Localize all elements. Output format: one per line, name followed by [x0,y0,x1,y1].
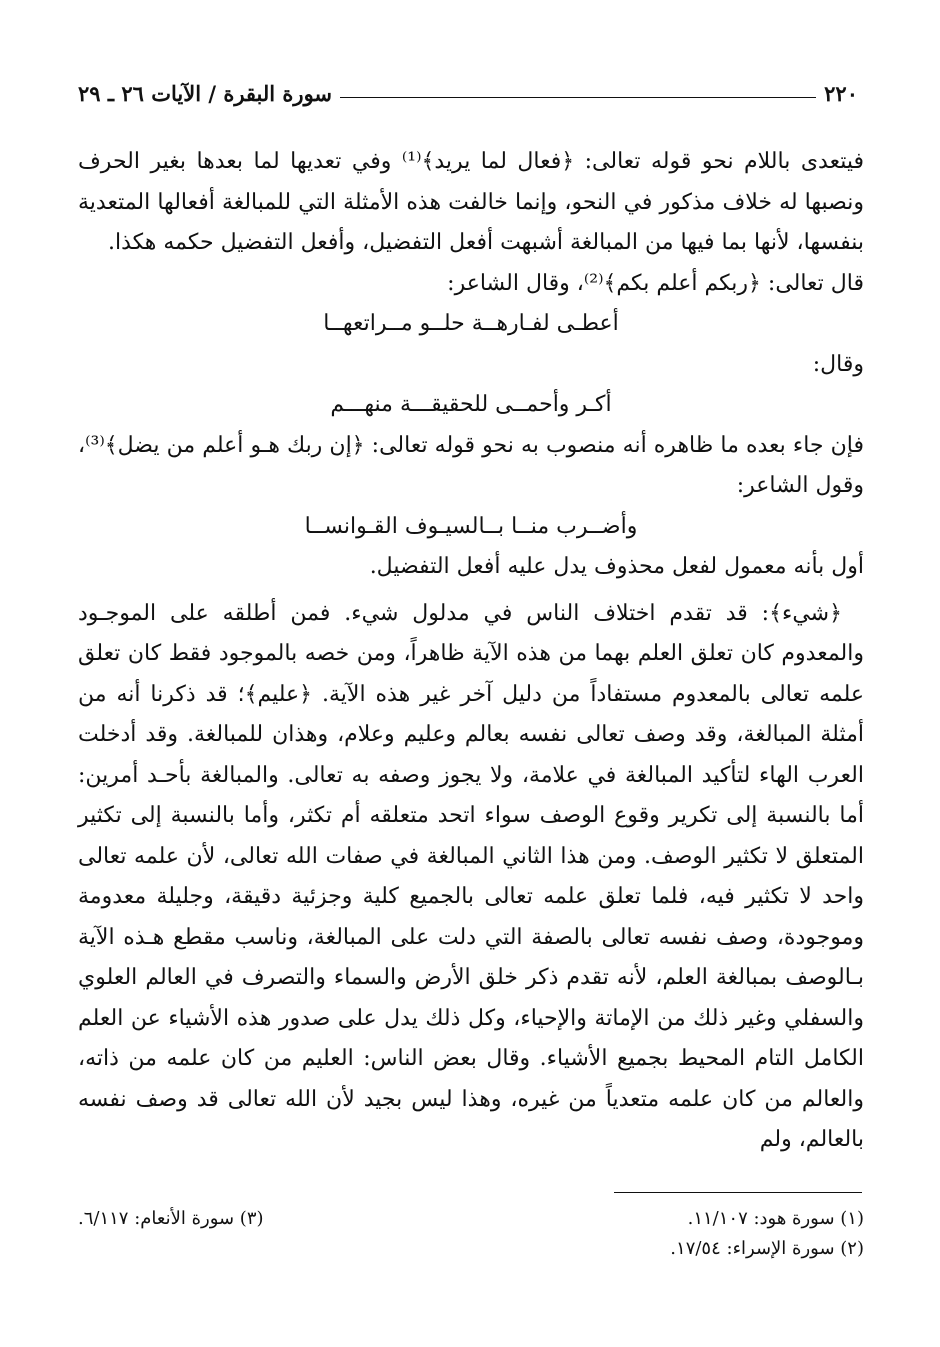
paragraph: ﴿شيء﴾: قد تقدم اختلاف الناس في مدلول شيء. فمن أطلقه على الموجـود والمعدوم كان تعلق العلم بهما من هذه الآية ظاهراً، ومن خصه بالموجود فقط كان تعلق علمه تعالى بالمعدوم مستفاداً من دليل آخر غير هذه الآية. ﴿عليم﴾؛ قد ذكرنا أنه من أمثلة المبالغة، وقد وصف تعالى نفسه بعالم وعليم وعلام، وهذان للمبالغة. وقد أدخلت العرب الهاء لتأكيد المبالغة في علامة، ولا يجوز وصفه به تعالى. والمبالغة بأحـد أمرين: أما بالنسبة إلى تكرير وقوع الوصف سواء اتحد متعلقه أم تكثر، وأما بالنسبة إلى تكثير المتعلق لا تكثير الوصف. ومن هذا الثاني المبالغة في صفات الله تعالى، لأن علمه تعالى واحد لا تكثير فيه، فلما تعلق علمه تعالى بالجميع كلية وجزئية دقيقة، وجليلة معدومة وموجودة، وصف نفسه تعالى بالصفة التي دلت على المبالغة، وناسب مقطع هـذه الآية بـالوصف بمبالغة العلم، لأنه تقدم ذكر خلق الأرض والسماء والتصرف في العالم العلوي والسفلي وغير ذلك من الإماتة والإحياء، وكل ذلك يدل على صدور هذه الأشياء عن العلم الكامل التام المحيط بجميع الأشياء. وقال بعض الناس: العليم من كان علمه من ذاته، والعالم من كان علمه متعدياً من غيره، وهذا ليس بجيد لأن الله تعالى قد وصف نفسه بالعالم، ولم [78,600,864,1152]
footnotes [78,1204,864,1264]
running-header [78,72,858,106]
main-text [78,142,864,1161]
footnote-row [78,1204,864,1234]
paragraph: فيتعدى باللام نحو قوله تعالى: ﴿فعال لما يريد﴾⁽¹⁾ وفي تعديها لما بعدها بغير الحرف ونصبها له خلاف مذكور في النحو، وإنما خالفت هذه الأمثلة التي للمبالغة أفعالها المتعدية بنفسها، لأنها بما فيها من المبالغة أشبهت أفعل التفضيل، وأفعل التفضيل حكمه هكذا. [78,149,864,255]
page-number: ٢٢٠ [824,81,858,106]
paragraph: أول بأنه معمول لفعل محذوف يدل عليه أفعل التفضيل. [369,554,864,579]
footnote-2: (٢) سورة الإسراء: ١٧/٥٤. [670,1238,864,1259]
header-title: سورة البقرة / الآيات ٢٦ ـ ٢٩ [78,81,333,106]
footnote-1: (١) سورة هود: ١١/١٠٧. [687,1208,864,1229]
poetry-verse: وأضــرب منــا بــالسيـوف القـوانســا [304,513,638,539]
poetry-verse: أكـر وأحمــى للحقيقـــة منهـــم [330,392,612,417]
header-rule [340,97,816,98]
footnote-row [78,1234,864,1264]
paragraph: وقال: [812,351,864,377]
paragraph: فإن جاء بعده ما ظاهره أنه منصوب به نحو قوله تعالى: ﴿إن ربك هـو أعلم من يضل﴾⁽³⁾، وقول الشاعر: [78,432,864,498]
footnote-3: (٣) سورة الأنعام: ٦/١١٧. [78,1208,264,1229]
paragraph: قال تعالى: ﴿ربكم أعلم بكم﴾⁽²⁾، وقال الشاعر: [447,270,864,296]
footnote-rule [614,1192,862,1193]
poetry-verse: أعطـى لفـارهــة حلــو مــراتعهــا [323,311,619,336]
